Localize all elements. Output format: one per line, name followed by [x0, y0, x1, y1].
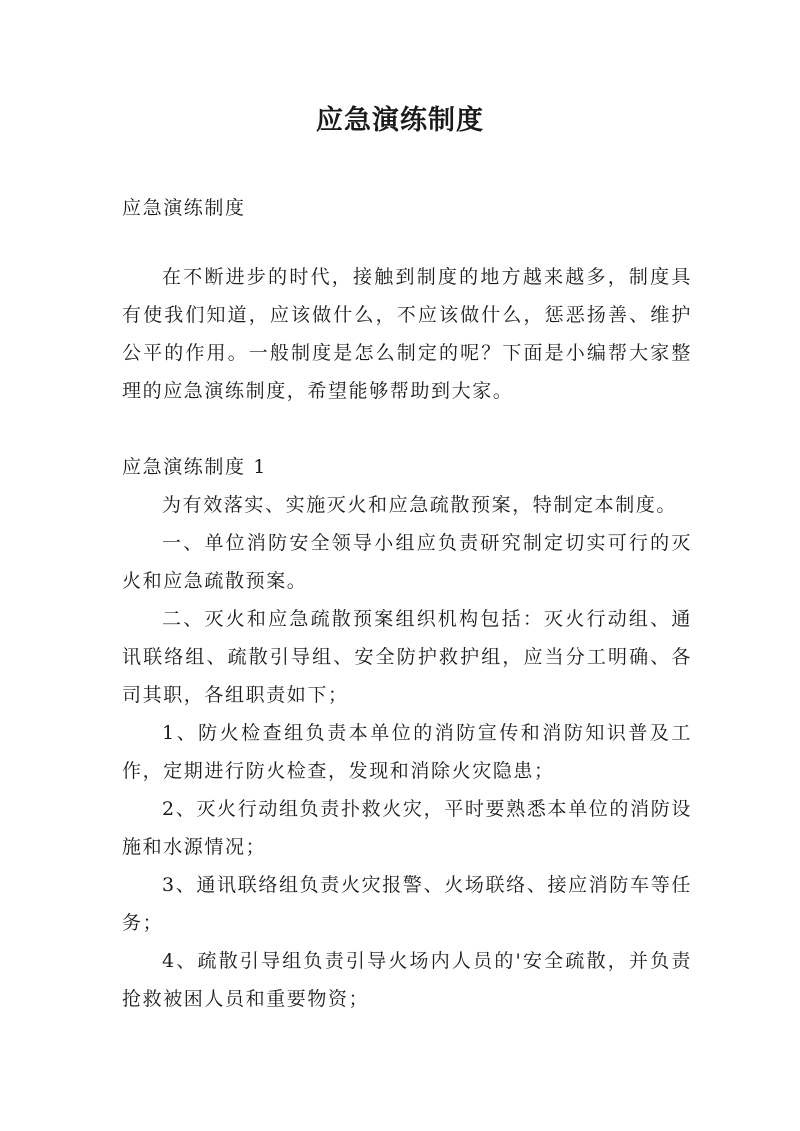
document-subtitle: 应急演练制度 [122, 197, 246, 219]
paragraph-duty-2: 2、灭火行动组负责扑救火灾，平时要熟悉本单位的消防设施和水源情况； [122, 798, 692, 858]
document-title: 应急演练制度 [316, 105, 484, 136]
paragraph-duty-1: 1、防火检查组负责本单位的消防宣传和消防知识普及工作，定期进行防火检查，发现和消除火灾隐患； [122, 722, 692, 782]
section-1 [122, 448, 692, 1018]
paragraph-purpose: 为有效落实、实施灭火和应急疏散预案，特制定本制度。 [162, 494, 678, 516]
paragraph-item-two: 二、灭火和应急疏散预案组织机构包括：灭火行动组、通讯联络组、疏散引导组、安全防护救护组，应当分工明确、各司其职，各组职责如下； [122, 608, 692, 706]
intro-paragraph: 在不断进步的时代，接触到制度的地方越来越多，制度具有使我们知道，应该做什么，不应该做什么，惩恶扬善、维护公平的作用。一般制度是怎么制定的呢？下面是小编帮大家整理的应急演练制度，希望能够帮助到大家。 [122, 266, 692, 402]
paragraph-item-one: 一、单位消防安全领导小组应负责研究制定切实可行的灭火和应急疏散预案。 [122, 532, 692, 592]
section-heading: 应急演练制度 1 [122, 456, 267, 478]
intro-block [122, 258, 692, 410]
paragraph-duty-3: 3、通讯联络组负责火灾报警、火场联络、接应消防车等任务； [122, 874, 692, 934]
paragraph-duty-4: 4、疏散引导组负责引导火场内人员的'安全疏散，并负责抢救被困人员和重要物资； [122, 950, 692, 1010]
document-subtitle-block [122, 189, 692, 227]
